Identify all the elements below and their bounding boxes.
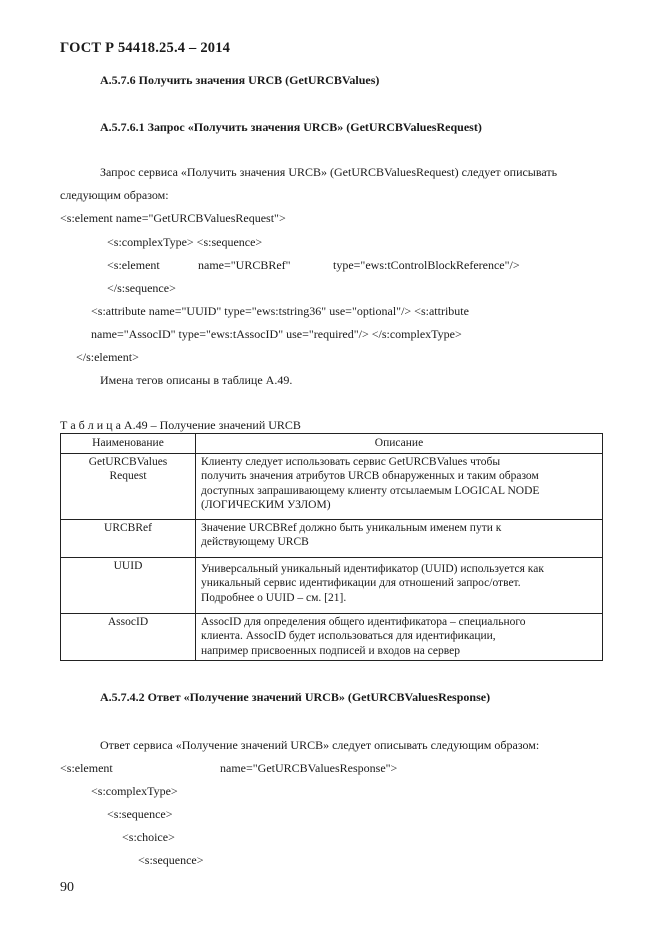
- code-line: <s:complexType>: [91, 784, 178, 798]
- code-line: <s:element: [107, 258, 160, 272]
- descriptions-table: [60, 433, 603, 661]
- code-line: <s:choice>: [122, 830, 175, 844]
- table-row: [61, 453, 603, 519]
- column-header-description: Описание: [196, 434, 603, 454]
- cell-name: URCBRef: [61, 519, 196, 557]
- response-intro-text: Ответ сервиса «Получение значений URCB» следует описывать следующим образом:: [100, 738, 540, 752]
- intro-text-line2: следующим образом:: [60, 188, 169, 202]
- cell-name: GetURCBValues Request: [61, 453, 196, 519]
- table-row: [61, 519, 603, 557]
- subsection-heading: А.5.7.6.1 Запрос «Получить значения URCB» (GetURCBValuesRequest): [100, 120, 482, 134]
- code-line: <s:element name="GetURCBValuesRequest">: [60, 211, 286, 225]
- code-line: name="GetURCBValuesResponse">: [220, 761, 398, 775]
- table-row: [61, 557, 603, 613]
- code-line: </s:sequence>: [107, 281, 176, 295]
- cell-name: UUID: [61, 557, 196, 613]
- cell-name: AssocID: [61, 613, 196, 661]
- table-row: [61, 613, 603, 661]
- code-line: name="URCBRef": [198, 258, 291, 272]
- table-header-row: [61, 434, 603, 454]
- cell-description: Универсальный уникальный идентификатор (UUID) используется как уникальный сервис идентификации для отношений запрос/ответ. Подробнее о UUID – см. [21].: [196, 557, 603, 613]
- response-heading: А.5.7.4.2 Ответ «Получение значений URCB» (GetURCBValuesResponse): [100, 690, 491, 704]
- code-line: <s:sequence>: [107, 807, 173, 821]
- code-line: <s:sequence>: [138, 853, 204, 867]
- table-caption: Т а б л и ц а А.49 – Получение значений URCB: [60, 418, 301, 432]
- table-reference-note: Имена тегов описаны в таблице А.49.: [100, 373, 293, 387]
- code-line: </s:element>: [76, 350, 139, 364]
- page-number: 90: [60, 880, 74, 895]
- section-heading: А.5.7.6 Получить значения URCB (GetURCBValues): [100, 73, 380, 87]
- code-line: <s:attribute name="UUID" type="ews:tstring36" use="optional"/> <s:attribute: [91, 304, 469, 318]
- code-line: <s:complexType> <s:sequence>: [107, 235, 263, 249]
- intro-text-line1: Запрос сервиса «Получить значения URCB» (GetURCBValuesRequest) следует описывать: [100, 165, 558, 179]
- code-line: <s:element: [60, 761, 113, 775]
- cell-description: Значение URCBRef должно быть уникальным именем пути к действующему URCB: [196, 519, 603, 557]
- cell-description: AssocID для определения общего идентификатора – специального клиента. AssocID будет использоваться для идентификации, например присвоенных подписей и входов на сервер: [196, 613, 603, 661]
- page-header: ГОСТ Р 54418.25.4 – 2014: [60, 40, 231, 56]
- code-line: name="AssocID" type="ews:tAssocID" use="required"/> </s:complexType>: [91, 327, 462, 341]
- cell-description: Клиенту следует использовать сервис GetURCBValues чтобы получить значения атрибутов URCB обнаруженных и таким образом доступных запрашивающему клиенту отсылаемым LOGICAL NODE (ЛОГИЧЕСКИМ УЗЛОМ): [196, 453, 603, 519]
- code-line: type="ews:tControlBlockReference"/>: [333, 258, 520, 272]
- column-header-name: Наименование: [61, 434, 196, 454]
